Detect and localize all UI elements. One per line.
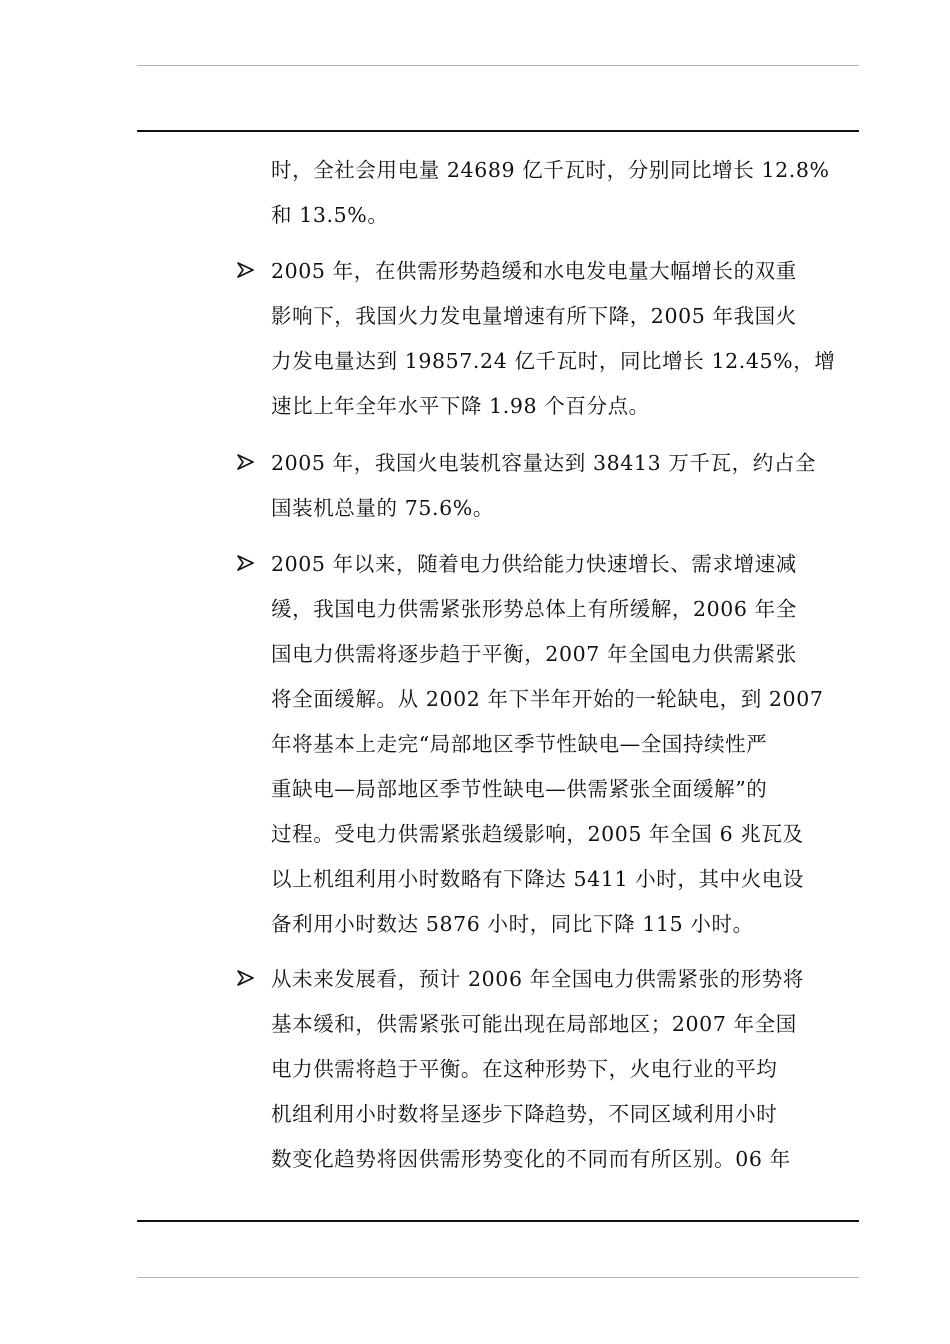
- arrowhead-bullet-icon: [236, 260, 256, 280]
- text-line: 过程。受电力供需紧张趋缓影响，2005 年全国 6 兆瓦及: [271, 822, 804, 846]
- footer-rule: [137, 1220, 859, 1222]
- header-rule: [137, 130, 859, 132]
- text-line: 速比上年全年水平下降 1.98 个百分点。: [271, 394, 650, 418]
- text-line: 数变化趋势将因供需形势变化的不同而有所区别。06 年: [271, 1147, 791, 1171]
- text-line: 以上机组利用小时数略有下降达 5411 小时，其中火电设: [271, 867, 805, 891]
- arrowhead-bullet-icon: [236, 452, 256, 472]
- text-line: 从未来发展看，预计 2006 年全国电力供需紧张的形势将: [271, 967, 805, 991]
- text-line: 力发电量达到 19857.24 亿千瓦时，同比增长 12.45%，增: [271, 349, 836, 373]
- text-line: 2005 年以来，随着电力供给能力快速增长、需求增速减: [271, 552, 797, 576]
- text-line: 备利用小时数达 5876 小时，同比下降 115 小时。: [271, 912, 754, 936]
- text-line: 缓，我国电力供需紧张形势总体上有所缓解，2006 年全: [271, 597, 797, 621]
- text-line: 影响下，我国火力发电量增速有所下降，2005 年我国火: [271, 304, 797, 328]
- text-line: 和 13.5%。: [271, 203, 389, 227]
- text-line: 机组利用小时数将呈逐步下降趋势，不同区域利用小时: [271, 1102, 778, 1126]
- bullet-paragraph-2: [271, 441, 871, 531]
- footer-bottom-rule: [137, 1277, 859, 1278]
- text-line: 2005 年，在供需形势趋缓和水电发电量大幅增长的双重: [271, 259, 797, 283]
- text-line: 将全面缓解。从 2002 年下半年开始的一轮缺电，到 2007: [271, 687, 824, 711]
- continuation-paragraph: [271, 148, 871, 238]
- bullet-paragraph-4: [271, 957, 871, 1182]
- text-line: 国装机总量的 75.6%。: [271, 496, 494, 520]
- header-top-rule: [137, 65, 859, 66]
- bullet-paragraph-3: [271, 542, 871, 947]
- arrowhead-bullet-icon: [236, 968, 256, 988]
- text-line: 重缺电—局部地区季节性缺电—供需紧张全面缓解”的: [271, 777, 768, 801]
- text-line: 基本缓和，供需紧张可能出现在局部地区；2007 年全国: [271, 1012, 797, 1036]
- text-line: 时，全社会用电量 24689 亿千瓦时，分别同比增长 12.8%: [271, 158, 830, 182]
- text-line: 电力供需将趋于平衡。在这种形势下，火电行业的平均: [271, 1057, 778, 1081]
- text-line: 国电力供需将逐步趋于平衡，2007 年全国电力供需紧张: [271, 642, 797, 666]
- text-line: 2005 年，我国火电装机容量达到 38413 万千瓦，约占全: [271, 451, 817, 475]
- bullet-paragraph-1: [271, 249, 871, 429]
- arrowhead-bullet-icon: [236, 553, 256, 573]
- text-line: 年将基本上走完“局部地区季节性缺电—全国持续性严: [271, 732, 768, 756]
